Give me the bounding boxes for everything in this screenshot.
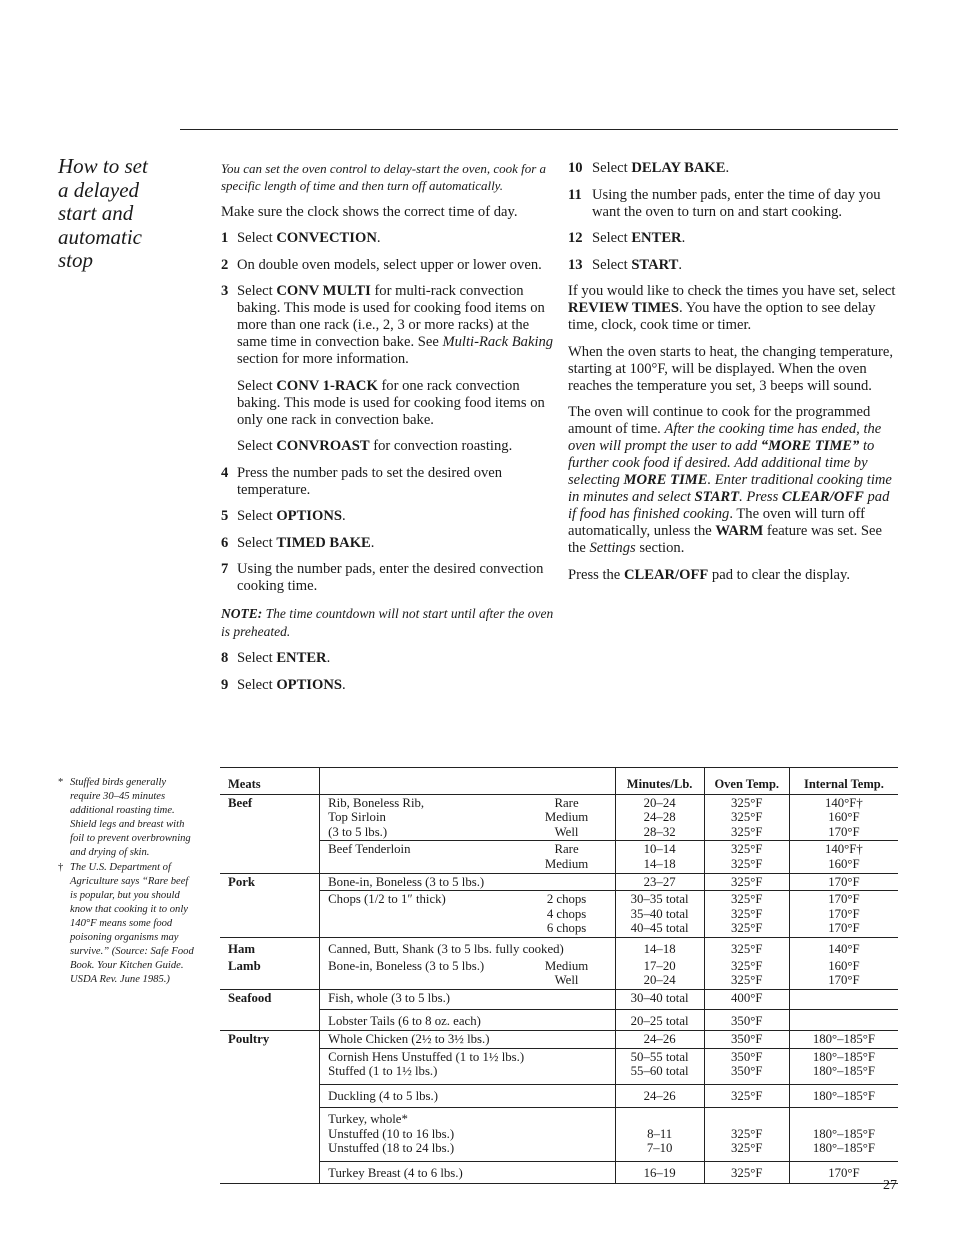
table-row: Cornish Hens Unstuffed (1 to 1½ lbs.) Stuffed (1 to 1½ lbs.) 50–55 total 55–60 total 350°F 350°F 180°–185°F 180°–185°F xyxy=(220,1048,898,1084)
step-number: 8 xyxy=(221,650,229,666)
table-row: Turkey Breast (4 to 6 lbs.) 16–19 325°F 170°F xyxy=(220,1162,898,1184)
table-row: Beef Tenderloin Rare Medium 10–14 14–18 325°F 325°F 140°F† 160°F xyxy=(220,841,898,873)
table-row: Duckling (4 to 5 lbs.) 24–26 325°F 180°–185°F xyxy=(220,1084,898,1108)
category-poultry: Poultry xyxy=(228,1031,270,1046)
footnotes xyxy=(58,776,196,987)
continue-paragraph: The oven will continue to cook for the programmed amount of time. After the cooking time has ended, the oven will prompt the user to add “MORE TIME” to further cook food if desired. Add additional time by selecting MORE TIME. Enter traditional cooking time in minutes and select START. Press CLEAR/OFF pad if food has finished cooking. The oven will turn off automatically, unless the WARM feature was set. See the Settings section. xyxy=(568,404,892,556)
step-5: 5 Select OPTIONS. xyxy=(221,508,346,524)
category-lamb: Lamb xyxy=(228,958,261,973)
step-12: 12 Select ENTER. xyxy=(568,230,686,246)
category-pork: Pork xyxy=(228,874,256,889)
step-text: On double oven models, select upper or lower oven. xyxy=(237,256,542,273)
step-4 xyxy=(221,465,556,499)
step-3: 3 Select CONV MULTI for multi-rack convection baking. This mode is used for cooking food items on more than one rack (i.e., 2, 3 or more racks) at the same time in convection bake. See Multi-Rack Baking section for more information. xyxy=(221,283,554,367)
key-label: START xyxy=(631,256,679,273)
table-row: Beef Rib, Boneless Rib, Top Sirloin (3 to 5 lbs.) Rare Medium Well 20–24 24–28 28–32 325°F 325°F 325°F 140°F† 160°F 170°F xyxy=(220,794,898,841)
instructions-column-1 xyxy=(221,160,556,703)
key-label: ENTER xyxy=(276,650,327,666)
step-number: 6 xyxy=(221,534,229,551)
step-9: 9 Select OPTIONS. xyxy=(221,676,346,693)
table-row: Seafood Fish, whole (3 to 5 lbs.) 30–40 total 400°F xyxy=(220,989,898,1010)
review-times-paragraph: If you would like to check the times you have set, select REVIEW TIMES. You have the option to see delay time, clock, cook time or timer. xyxy=(568,283,896,333)
key-label: OPTIONS xyxy=(276,508,342,524)
step-10: 10 Select DELAY BAKE. xyxy=(568,160,730,176)
table-header-row xyxy=(220,768,898,795)
key-label: CONV 1-RACK xyxy=(276,377,378,394)
step-number: 12 xyxy=(568,230,583,246)
col-header-minutes: Minutes/Lb. xyxy=(615,768,704,795)
clear-paragraph: Press the CLEAR/OFF pad to clear the display. xyxy=(568,566,850,583)
col-header-description xyxy=(320,768,615,795)
step-number: 11 xyxy=(568,186,582,203)
step-8: 8 Select ENTER. xyxy=(221,650,331,666)
step-3-option-1rack: Select CONV 1-RACK for one rack convection baking. This mode is used for cooking food items on only one rack in convection bake. xyxy=(237,377,545,428)
category-ham: Ham xyxy=(228,941,256,956)
col-header-internal-temp: Internal Temp. xyxy=(789,768,898,795)
top-rule xyxy=(180,129,898,130)
table-row: Chops (1/2 to 1″ thick) 2 chops 4 chops 6 chops 30–35 total 35–40 total 40–45 total 325°F 325°F 325°F 170°F 170°F 170°F xyxy=(220,891,898,938)
step-number: 2 xyxy=(221,256,229,273)
step-11 xyxy=(568,187,900,221)
note: NOTE: The time countdown will not start until after the oven is preheated. xyxy=(221,605,554,639)
note-label: NOTE: xyxy=(221,605,263,621)
clock-note: Make sure the clock shows the correct time of day. xyxy=(221,203,518,220)
table-row: Turkey, whole* Unstuffed (10 to 16 lbs.) Unstuffed (18 to 24 lbs.) 8–11 7–10 325°F 325°F 180°–185°F 180°–185°F xyxy=(220,1108,898,1162)
step-number: 10 xyxy=(568,160,583,176)
step-13: 13 Select START. xyxy=(568,256,683,273)
step-text: Using the number pads, enter the desired convection cooking time. xyxy=(237,561,544,594)
table-row: Pork Bone-in, Boneless (3 to 5 lbs.) 23–27 325°F 170°F xyxy=(220,873,898,891)
step-7 xyxy=(221,561,556,595)
key-label: REVIEW TIMES xyxy=(568,300,679,316)
roasting-table xyxy=(220,767,898,1184)
title-line: How to set xyxy=(58,154,148,178)
step-text: Using the number pads, enter the time of day you want the oven to turn on and start cooking. xyxy=(592,186,881,220)
table-row: Lobster Tails (6 to 8 oz. each) 20–25 total 350°F xyxy=(220,1010,898,1031)
title-line: stop xyxy=(58,248,94,272)
title-line: start and xyxy=(58,201,134,225)
category-seafood: Seafood xyxy=(228,990,272,1005)
heat-paragraph: When the oven starts to heat, the changing temperature, starting at 100°F, will be displayed. When the oven reaches the temperature you set, 3 beeps will sound. xyxy=(568,343,893,394)
step-1: 1 Select CONVECTION. xyxy=(221,230,381,246)
step-2 xyxy=(221,257,556,274)
key-label: CLEAR/OFF xyxy=(623,566,709,583)
table-row: Poultry Whole Chicken (2½ to 3½ lbs.) 24–26 350°F 180°–185°F xyxy=(220,1030,898,1048)
key-label: CONV MULTI xyxy=(276,283,371,299)
key-label: DELAY BAKE xyxy=(631,160,726,176)
footnote-stuffed-birds: * Stuffed birds generally require 30–45 minutes additional roasting time. Shield legs and breast with foil to prevent overbrowning and drying of skin. xyxy=(58,777,191,859)
step-number: 7 xyxy=(221,561,229,577)
page-number: 27 xyxy=(883,1178,897,1193)
step-number: 13 xyxy=(568,256,583,273)
key-label: CONVROAST xyxy=(276,438,370,454)
step-text: Press the number pads to set the desired oven temperature. xyxy=(237,464,503,498)
key-label: OPTIONS xyxy=(276,676,342,693)
step-3-option-convroast: Select CONVROAST for convection roasting. xyxy=(237,438,513,454)
step-number: 4 xyxy=(221,464,229,481)
title-line: a delayed xyxy=(58,177,140,202)
instructions-column-2 xyxy=(568,160,900,593)
step-number: 1 xyxy=(221,230,229,246)
table-row: Ham Canned, Butt, Shank (3 to 5 lbs. fully cooked) 14–18 325°F 140°F xyxy=(220,937,898,957)
col-header-oven-temp: Oven Temp. xyxy=(704,768,789,795)
intro-text: You can set the oven control to delay-start the oven, cook for a specific length of time and then turn off automatically. xyxy=(221,161,547,193)
title-line: automatic xyxy=(58,224,142,249)
step-number: 9 xyxy=(221,676,229,693)
key-label: ENTER xyxy=(631,230,682,246)
step-number: 3 xyxy=(221,283,229,299)
section-title xyxy=(58,155,198,273)
category-beef: Beef xyxy=(228,795,253,810)
footnote-usda: † The U.S. Department of Agriculture says “Rare beef is popular, but you should know that cooking it to only 140°F means some food poisoning organisms may survive.” (Source: Safe Food Book. Your Kitchen Guide. USDA Rev. June 1985.) xyxy=(58,861,194,986)
section-reference: Multi-Rack Baking xyxy=(442,334,554,350)
table-row: Lamb Bone-in, Boneless (3 to 5 lbs.) Medium Well 17–20 20–24 325°F 325°F 160°F 170°F xyxy=(220,958,898,990)
key-label: TIMED BAKE xyxy=(276,534,371,551)
step-6: 6 Select TIMED BAKE. xyxy=(221,534,375,551)
key-label: CONVECTION xyxy=(276,230,377,246)
col-header-meats: Meats xyxy=(220,768,320,795)
step-number: 5 xyxy=(221,508,229,524)
